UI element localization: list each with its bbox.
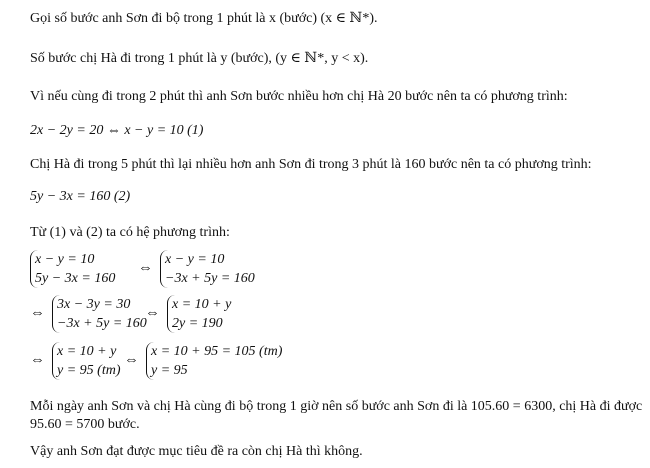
equivalence-arrow: ⇔ xyxy=(124,352,139,368)
system-6-eq-a: x = 10 + 95 = 105 (tm) xyxy=(151,344,283,359)
system-6-eq-b: y = 95 xyxy=(151,363,188,378)
system-1 xyxy=(30,250,115,288)
system-1-eq-b: 5y − 3x = 160 xyxy=(35,271,116,286)
equivalence-arrow: ⇔ xyxy=(30,352,45,368)
equivalence-arrow: ⇔ xyxy=(30,305,45,321)
text-line-7: Từ (1) và (2) ta có hệ phương trình: xyxy=(30,225,230,240)
text-line-5: Chị Hà đi trong 5 phút thì lại nhiều hơn anh Sơn đi trong 3 phút là 160 bước nên ta có phương trình: xyxy=(30,157,592,172)
text-line-1: Gọi số bước anh Sơn đi bộ trong 1 phút là x (bước) (x ∈ ℕ*). xyxy=(30,11,378,26)
equivalence-arrow: ⇔ xyxy=(145,305,160,321)
system-1-eq-a: x − y = 10 xyxy=(35,252,95,267)
equivalence-arrow: ⇔ xyxy=(138,260,153,276)
system-5-eq-b: y = 95 (tm) xyxy=(57,363,121,378)
text-line-9: 95.60 = 5700 bước. xyxy=(30,417,140,432)
system-6 xyxy=(146,342,282,380)
system-5-eq-a: x = 10 + y xyxy=(57,344,117,359)
equation-2: 5y − 3x = 160 (2) xyxy=(30,189,131,204)
system-2-eq-a: x − y = 10 xyxy=(165,252,225,267)
text-line-2: Số bước chị Hà đi trong 1 phút là y (bước), (y ∈ ℕ*, y < x). xyxy=(30,51,369,66)
system-2 xyxy=(160,250,255,288)
system-5 xyxy=(52,342,121,380)
text-line-10: Vậy anh Sơn đạt được mục tiêu đề ra còn chị Hà thì không. xyxy=(30,444,363,459)
system-3 xyxy=(52,295,147,333)
equation-1: 2x − 2y = 20 ⇔ x − y = 10 (1) xyxy=(30,123,204,138)
system-4-eq-a: x = 10 + y xyxy=(172,297,232,312)
system-4 xyxy=(167,295,231,333)
system-2-eq-b: −3x + 5y = 160 xyxy=(165,271,255,286)
system-3-eq-a: 3x − 3y = 30 xyxy=(57,297,131,312)
text-line-3: Vì nếu cùng đi trong 2 phút thì anh Sơn bước nhiều hơn chị Hà 20 bước nên ta có phương trình: xyxy=(30,89,568,104)
system-4-eq-b: 2y = 190 xyxy=(172,316,223,331)
system-3-eq-b: −3x + 5y = 160 xyxy=(57,316,147,331)
text-line-8: Mỗi ngày anh Sơn và chị Hà cùng đi bộ trong 1 giờ nên số bước anh Sơn đi là 105.60 = 6300, chị Hà đi được xyxy=(30,399,643,414)
